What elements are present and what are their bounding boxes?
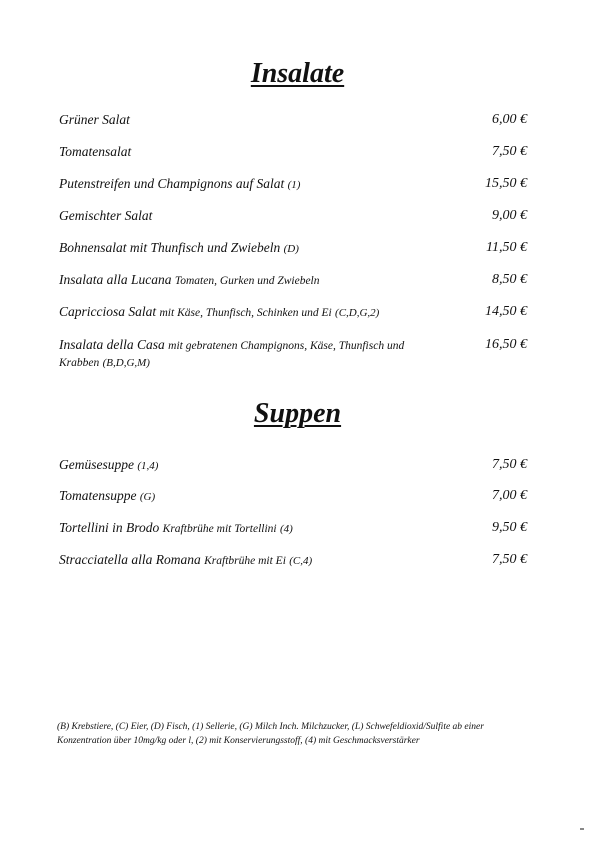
dish-description: Tomaten, Gurken und Zwiebeln [174,275,320,287]
dish-name: Putenstreifen und Champignons auf Salat [59,176,285,191]
dish-name: Insalata alla Lucana [59,272,172,287]
section-title-suppen: Suppen [253,398,342,429]
item-price: 7,00 € [492,488,527,503]
allergen-codes: (G) [139,491,156,503]
dish-description: Kraftbrühe mit Tortellini [162,523,277,535]
item-name [59,457,439,474]
item-name [59,144,439,160]
allergen-codes: (1) [287,179,301,191]
dish-description: mit Käse, Thunfisch, Schinken und Ei [159,307,332,319]
allergen-codes: (C,4) [289,555,313,567]
dish-description: Kraftbrühe mit Ei [204,555,286,567]
allergen-codes: (D) [283,243,299,255]
item-name [59,337,429,371]
item-name [59,208,439,224]
item-name [59,112,439,128]
allergen-codes: (C,D,G,2) [335,307,380,319]
item-price: 7,50 € [492,457,527,472]
allergen-codes: (4) [280,523,293,535]
item-price: 9,50 € [492,520,527,535]
dish-name: Tomatensalat [59,144,132,159]
dish-name: Insalata della Casa [59,337,165,352]
allergen-codes: (1,4) [137,460,159,472]
dish-description: mit gebratenen Champignons, Käse, Thunfisch und Krabben [59,340,405,369]
item-price: 6,00 € [492,112,527,127]
allergen-footnote: (B) Krebstiere, (C) Eier, (D) Fisch, (1) Sellerie, (G) Milch Inch. Milchzucker, (L) Schwefeldioxid/Sulfite ab einer Konzentration über 10mg/kg oder l, (2) mit Konservierungsstoff, (4) mit Geschmacksverstärker [57,722,484,746]
section-title-insalate: Insalate [250,58,345,89]
item-name [59,176,439,193]
item-name [59,304,439,321]
allergen-codes: (B,D,G,M) [102,357,150,369]
dish-name: Bohnensalat mit Thunfisch und Zwiebeln [59,240,281,255]
item-price: 14,50 € [485,304,527,319]
item-price: 9,00 € [492,208,527,223]
item-name [59,488,439,505]
dish-name: Capricciosa Salat [59,304,157,319]
item-price: 15,50 € [485,176,527,191]
item-name [59,240,439,257]
dish-name: Tomatensuppe [59,488,137,503]
dish-name: Stracciatella alla Romana [59,552,201,567]
item-price: 8,50 € [492,272,527,287]
item-price: 16,50 € [485,337,527,352]
item-name [59,552,439,569]
dish-name: Gemischter Salat [59,208,153,223]
item-price: 11,50 € [486,240,527,255]
scan-speck [580,828,584,830]
item-price: 7,50 € [492,552,527,567]
item-name [59,272,439,289]
dish-name: Gemüsesuppe [59,457,134,472]
dish-name: Tortellini in Brodo [59,520,160,535]
item-price: 7,50 € [492,144,527,159]
item-name [59,520,439,537]
dish-name: Grüner Salat [59,112,130,127]
